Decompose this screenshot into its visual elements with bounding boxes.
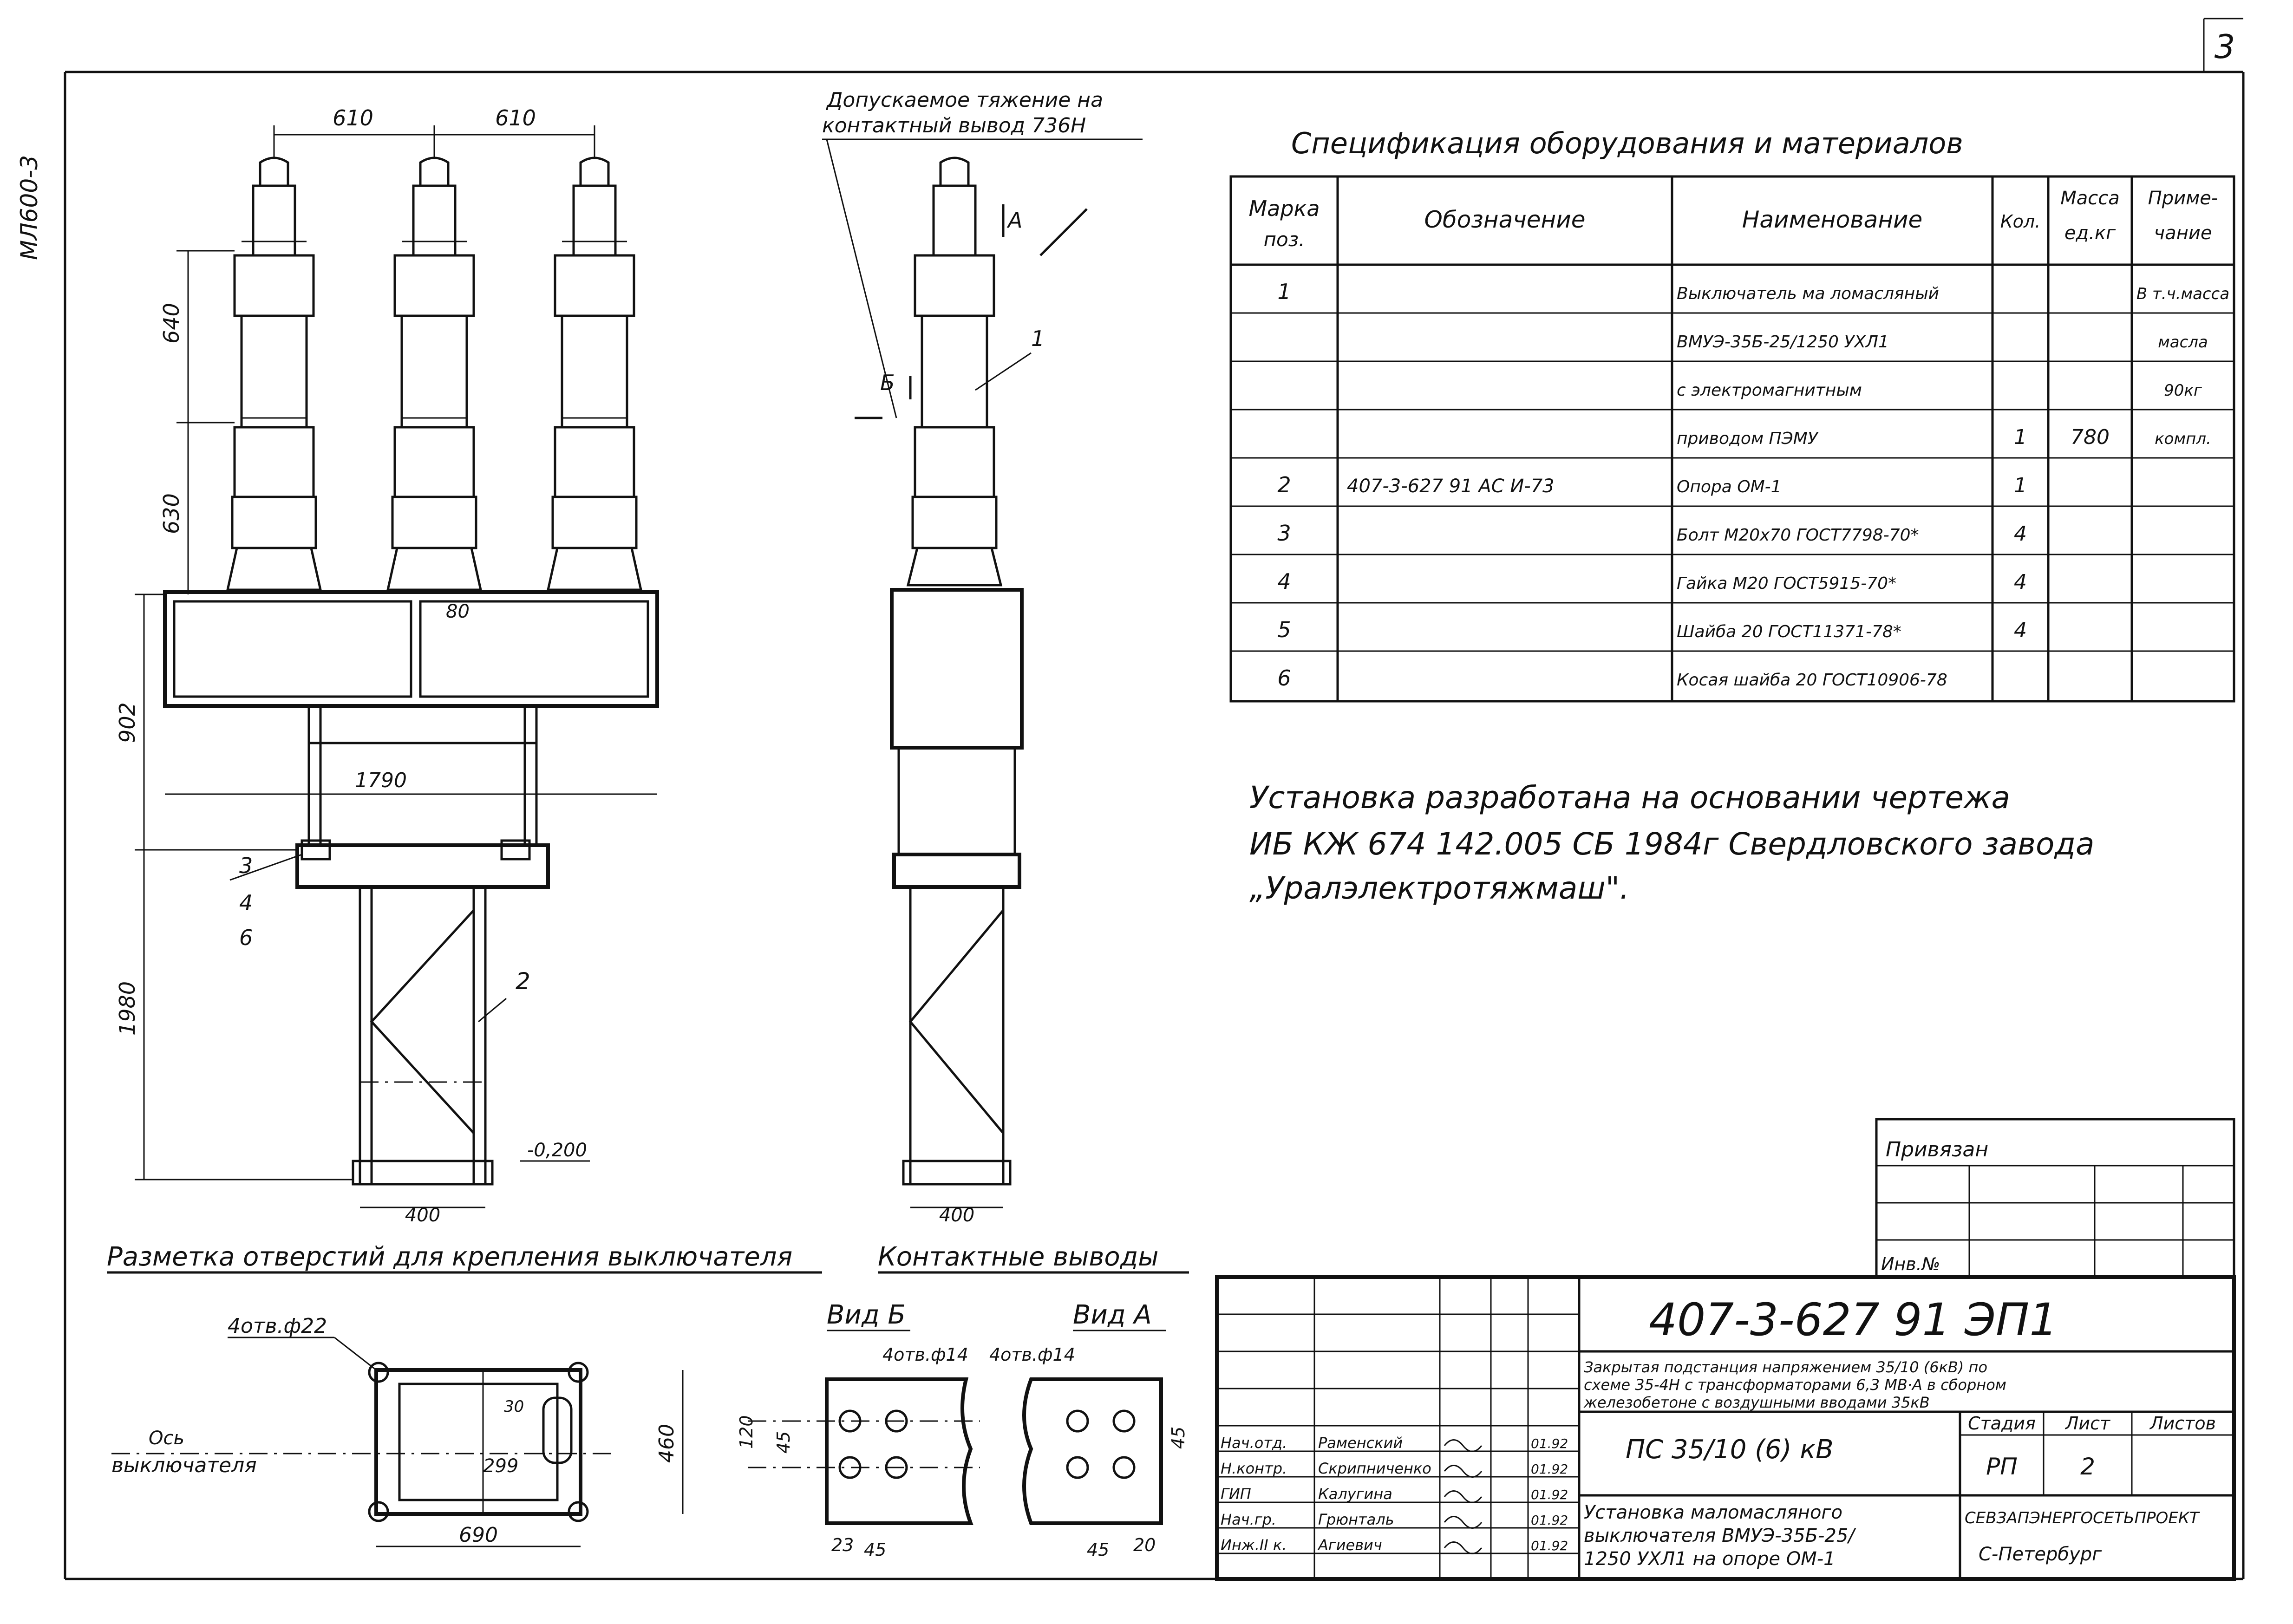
front-view bbox=[115, 105, 657, 1226]
spec-row-qty: 4 bbox=[2014, 570, 2027, 594]
drawing-title-l3: 1250 УХЛ1 на опоре ОМ-1 bbox=[1584, 1548, 1836, 1570]
view-b-d3: 23 bbox=[831, 1535, 854, 1555]
callout-nut: 4 bbox=[239, 890, 253, 915]
note-line2: ИБ КЖ 674 142.005 СБ 1984г Свердловского завода bbox=[1249, 826, 2095, 862]
dim-small: 30 bbox=[504, 1397, 524, 1416]
spec-row-name: Опора ОМ-1 bbox=[1677, 477, 1782, 496]
dim-frame-width: 1790 bbox=[355, 769, 407, 792]
hole-layout bbox=[107, 1242, 822, 1547]
hdr-designation: Обозначение bbox=[1424, 206, 1586, 233]
desc-line3: железобетоне с воздушными вводами 35кВ bbox=[1584, 1394, 1930, 1411]
view-b-d2: 45 bbox=[773, 1431, 794, 1454]
org-name: СЕВЗАПЭНЕРГОСЕТЬПРОЕКТ bbox=[1965, 1509, 2199, 1527]
spec-title: Спецификация оборудования и материалов bbox=[1291, 126, 1963, 160]
view-a-holes: 4отв.ф14 bbox=[989, 1344, 1075, 1365]
spec-row-name: Шайба 20 ГОСТ11371-78* bbox=[1677, 622, 1901, 641]
view-a-d3: 20 bbox=[1133, 1535, 1156, 1555]
note-line3: „Уралэлектротяжмаш". bbox=[1249, 870, 1630, 906]
pole-left bbox=[228, 158, 320, 590]
spec-row-name: приводом ПЭМУ bbox=[1677, 429, 1818, 448]
spec-row-mark: 5 bbox=[1277, 617, 1291, 642]
spec-row-designation: 407-3-627 91 АС И-73 bbox=[1347, 476, 1555, 497]
arrow-a: А bbox=[1008, 208, 1023, 233]
side-view bbox=[822, 88, 1143, 1226]
signature-date: 01.92 bbox=[1531, 1513, 1568, 1528]
hdr-note-2: чание bbox=[2154, 222, 2212, 244]
signature-scribble bbox=[1444, 1466, 1482, 1477]
spec-row-name: Выключатель ма ломасляный bbox=[1677, 284, 1940, 303]
signature-role: Нач.гр. bbox=[1221, 1511, 1277, 1528]
city-name: С-Петербург bbox=[1979, 1544, 2102, 1565]
title-block bbox=[1217, 1277, 2234, 1579]
holes-label: 4отв.ф22 bbox=[228, 1314, 327, 1338]
dim-spacing-left: 610 bbox=[333, 105, 373, 130]
signature-name: Скрипниченко bbox=[1318, 1460, 1431, 1477]
view-a-d2: 45 bbox=[1087, 1539, 1110, 1560]
tension-note-line1: Допускаемое тяжение на bbox=[827, 88, 1104, 112]
sheet-number: 3 bbox=[2214, 28, 2235, 66]
hdr-mark-1: Марка bbox=[1248, 196, 1320, 221]
callout-bolt: 3 bbox=[239, 853, 253, 878]
dim-width: 690 bbox=[459, 1523, 498, 1547]
sheets-header: Листов bbox=[2150, 1413, 2216, 1434]
note-line1: Установка разработана на основании чертежа bbox=[1249, 780, 2010, 815]
sheet-header: Лист bbox=[2065, 1413, 2110, 1434]
spec-row-name: Косая шайба 20 ГОСТ10906-78 bbox=[1677, 671, 1947, 690]
object-name: ПС 35/10 (6) кВ bbox=[1626, 1435, 1834, 1465]
signature-date: 01.92 bbox=[1531, 1538, 1568, 1553]
contact-terminals bbox=[736, 1242, 1189, 1560]
design-note bbox=[1249, 780, 2094, 906]
spec-row-mark: 1 bbox=[1277, 279, 1291, 304]
side-stamp: МЛ600-3 bbox=[16, 155, 43, 260]
signature-role: Нач.отд. bbox=[1221, 1434, 1287, 1452]
spec-rows bbox=[1231, 279, 2234, 691]
view-b-holes: 4отв.ф14 bbox=[882, 1344, 968, 1365]
dim-spacing-right: 610 bbox=[495, 105, 536, 130]
hdr-name: Наименование bbox=[1742, 206, 1923, 233]
signature-name: Агиевич bbox=[1318, 1536, 1382, 1554]
sheet-value: 2 bbox=[2080, 1453, 2095, 1480]
spec-row-name: Болт М20х70 ГОСТ7798-70* bbox=[1677, 526, 1919, 545]
view-b-label: Вид Б bbox=[827, 1300, 906, 1330]
hdr-mark-2: поз. bbox=[1263, 228, 1305, 251]
dim-h-frame: 902 bbox=[115, 702, 140, 743]
desc-line2: схеме 35-4Н с трансформаторами 6,3 МВ·А в сборном bbox=[1584, 1376, 2006, 1394]
spec-table bbox=[1231, 126, 2234, 701]
drawing-title-l2: выключателя ВМУЭ-35Б-25/ bbox=[1584, 1525, 1855, 1546]
spec-row-name: ВМУЭ-35Б-25/1250 УХЛ1 bbox=[1677, 333, 1889, 352]
doc-code: 407-3-627 91 ЭП1 bbox=[1649, 1294, 2058, 1346]
support-platform bbox=[297, 845, 548, 887]
inv-label: Инв.№ bbox=[1881, 1254, 1940, 1274]
stage-value: РП bbox=[1986, 1453, 2018, 1480]
pole-right bbox=[548, 158, 641, 590]
spec-row-note: компл. bbox=[2155, 430, 2211, 448]
support-om1 bbox=[353, 887, 492, 1184]
spec-row-name: Гайка М20 ГОСТ5915-70* bbox=[1677, 574, 1897, 593]
callout-washer: 6 bbox=[239, 925, 253, 950]
desc-line1: Закрытая подстанция напряжением 35/10 (6кВ) по bbox=[1584, 1358, 1988, 1376]
drawing-title-l1: Установка маломасляного bbox=[1584, 1502, 1842, 1523]
signature-scribble bbox=[1444, 1517, 1482, 1528]
spec-row-note: 90кг bbox=[2164, 381, 2202, 400]
hdr-note-1: Приме- bbox=[2148, 188, 2218, 209]
stage-header: Стадия bbox=[1968, 1413, 2036, 1434]
spec-row-name: с электромагнитным bbox=[1677, 381, 1862, 400]
signature-name: Раменский bbox=[1318, 1434, 1403, 1452]
spec-row-mass: 780 bbox=[2071, 425, 2110, 449]
spec-row-qty: 4 bbox=[2014, 522, 2027, 546]
signature-date: 01.92 bbox=[1531, 1461, 1568, 1477]
side-callout: 1 bbox=[1031, 326, 1045, 351]
signature-scribble bbox=[1444, 1491, 1482, 1503]
spec-row-note: В т.ч.масса bbox=[2136, 285, 2230, 303]
hole-layout-title: Разметка отверстий для крепления выключателя bbox=[107, 1242, 793, 1272]
signature-name: Калугина bbox=[1318, 1485, 1392, 1503]
spec-row-qty: 1 bbox=[2014, 425, 2027, 449]
axis-label-2: выключателя bbox=[111, 1454, 257, 1477]
signature-name: Грюнталь bbox=[1318, 1511, 1394, 1528]
terminals-title: Контактные выводы bbox=[878, 1242, 1159, 1272]
hdr-qty: Кол. bbox=[2000, 211, 2041, 232]
spec-row-mark: 3 bbox=[1277, 521, 1291, 546]
privyazan-block bbox=[1876, 1119, 2234, 1277]
spec-row-qty: 4 bbox=[2014, 619, 2027, 642]
axis-label-1: Ось bbox=[149, 1428, 185, 1449]
dim-height: 460 bbox=[655, 1424, 679, 1463]
privyazan-label: Привязан bbox=[1886, 1138, 1989, 1161]
spec-row-mark: 2 bbox=[1277, 472, 1291, 497]
signature-rows bbox=[1221, 1434, 1568, 1554]
callout-support: 2 bbox=[516, 968, 530, 995]
pole-center bbox=[388, 158, 481, 590]
arrow-b: Б bbox=[880, 370, 895, 395]
tension-note-line2: контактный вывод 736Н bbox=[822, 114, 1086, 137]
view-b-d4: 45 bbox=[864, 1539, 887, 1560]
dim-inner: 299 bbox=[483, 1455, 519, 1477]
view-a-label: Вид А bbox=[1073, 1300, 1152, 1330]
dim-h-support: 1980 bbox=[115, 981, 140, 1036]
spec-row-mark: 6 bbox=[1277, 665, 1291, 691]
hdr-mass-1: Масса bbox=[2060, 188, 2120, 209]
view-a-d1: 45 bbox=[1168, 1426, 1189, 1449]
signature-role: ГИП bbox=[1221, 1485, 1251, 1503]
signature-role: Н.контр. bbox=[1221, 1460, 1287, 1477]
dim-base-width: 400 bbox=[405, 1205, 441, 1226]
signature-scribble bbox=[1444, 1440, 1482, 1452]
signature-role: Инж.II к. bbox=[1221, 1536, 1287, 1554]
elevation-mark: -0,200 bbox=[527, 1140, 587, 1161]
dim-h-mid: 630 bbox=[159, 493, 184, 534]
view-b-d1: 120 bbox=[736, 1415, 757, 1449]
mounting-frame bbox=[376, 1370, 581, 1514]
spec-row-note: масла bbox=[2158, 333, 2208, 352]
signature-date: 01.92 bbox=[1531, 1487, 1568, 1502]
dim-h-top: 640 bbox=[159, 303, 184, 344]
dim-gap: 80 bbox=[446, 601, 470, 622]
signature-scribble bbox=[1444, 1542, 1482, 1554]
signature-date: 01.92 bbox=[1531, 1436, 1568, 1451]
hdr-mass-2: ед.кг bbox=[2064, 222, 2116, 244]
spec-row-qty: 1 bbox=[2014, 474, 2027, 497]
side-base-width: 400 bbox=[939, 1205, 975, 1226]
spec-row-mark: 4 bbox=[1277, 569, 1291, 594]
